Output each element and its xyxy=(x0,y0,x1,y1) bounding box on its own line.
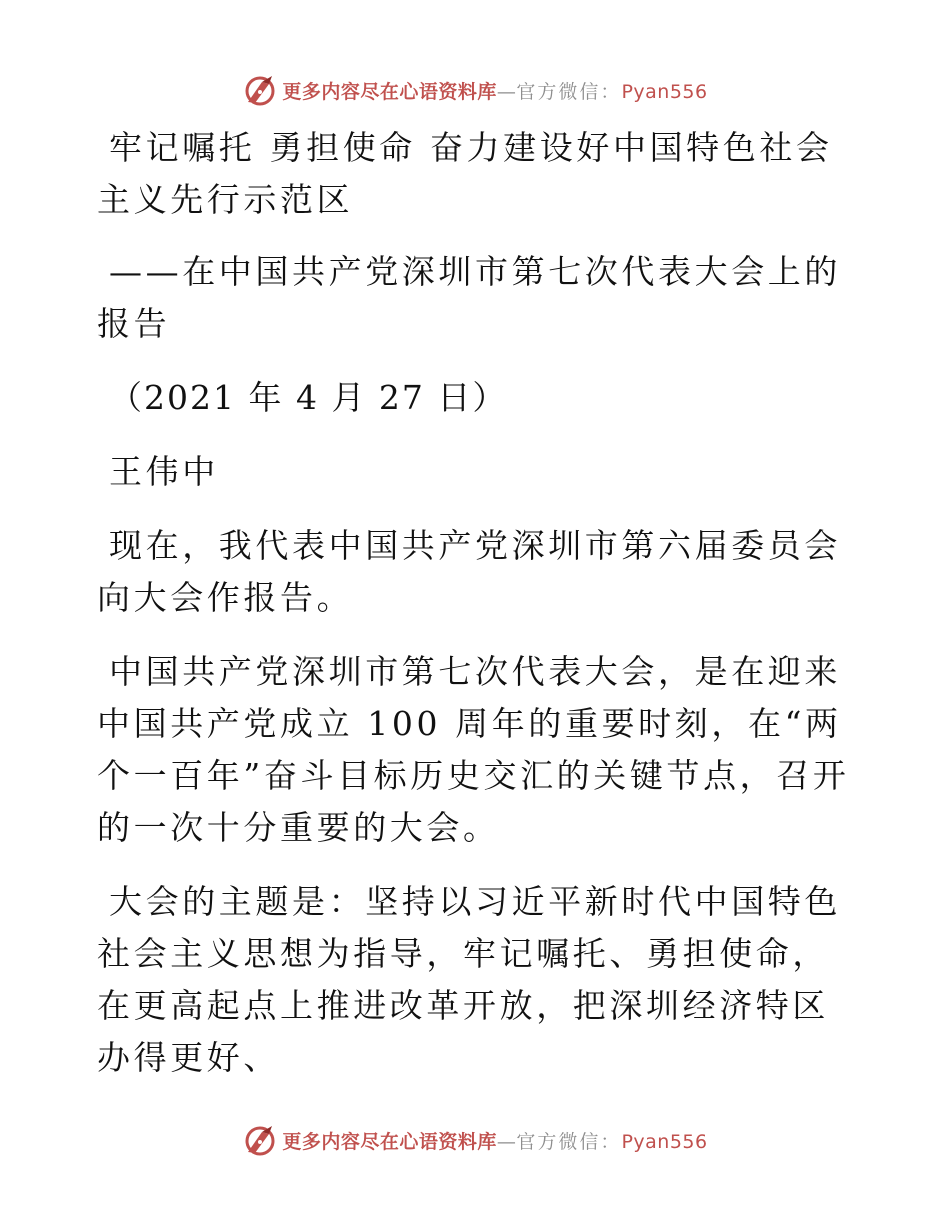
paragraph-1: 现在，我代表中国共产党深圳市第六届委员会向大会作报告。 xyxy=(97,526,841,617)
document-date: （2021 年 4 月 27 日） xyxy=(109,378,508,417)
watermark-id: Pyan556 xyxy=(621,1130,708,1153)
watermark-dash: — xyxy=(496,80,517,103)
watermark-header xyxy=(0,70,950,110)
watermark-id: Pyan556 xyxy=(621,80,708,103)
watermark-site: 更多内容尽在心语资料库 xyxy=(282,1130,497,1153)
watermark-footer xyxy=(0,1120,950,1160)
document-author: 王伟中 xyxy=(109,452,219,491)
paragraph-2: 中国共产党深圳市第七次代表大会，是在迎来中国共产党成立 100 周年的重要时刻，在“两个一百年”奋斗目标历史交汇的关键节点，召开的一次十分重要的大会。 xyxy=(97,652,850,847)
document-body xyxy=(97,122,857,1106)
watermark-site: 更多内容尽在心语资料库 xyxy=(282,80,497,103)
watermark-label: 官方微信： xyxy=(516,80,622,103)
pen-nib-logo-icon xyxy=(242,72,278,108)
paragraph-3: 大会的主题是：坚持以习近平新时代中国特色社会主义思想为指导，牢记嘱托、勇担使命，在更高起点上推进改革开放，把深圳经济特区办得更好、 xyxy=(97,882,841,1077)
watermark-text xyxy=(282,1127,707,1154)
pen-nib-logo-icon xyxy=(242,1122,278,1158)
document-subtitle: ——在中国共产党深圳市第七次代表大会上的报告 xyxy=(97,252,841,343)
document-title: 牢记嘱托 勇担使命 奋力建设好中国特色社会主义先行示范区 xyxy=(97,128,833,219)
watermark-text xyxy=(282,77,707,104)
watermark-label: 官方微信： xyxy=(516,1130,622,1153)
watermark-dash: — xyxy=(496,1130,517,1153)
